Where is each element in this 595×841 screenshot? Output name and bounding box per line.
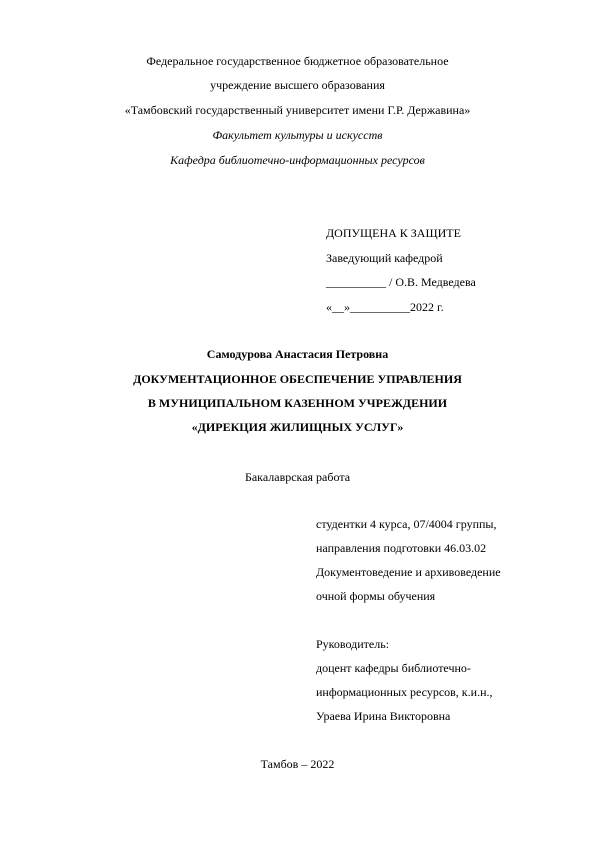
approval-role: Заведующий кафедрой [326, 251, 443, 265]
supervisor-line-2: информационных ресурсов, к.и.н., [316, 685, 493, 699]
student-line-3: Документоведение и архивоведение [316, 565, 501, 579]
faculty-line: Факультет культуры и искусств [212, 128, 383, 142]
approval-date: «__»__________2022 г. [326, 300, 444, 314]
student-line-2: направления подготовки 46.03.02 [316, 541, 487, 555]
student-line-1: студентки 4 курса, 07/4004 группы, [316, 517, 497, 531]
approval-signature: __________ / О.В. Медведева [326, 275, 476, 289]
work-title-line-2: В МУНИЦИПАЛЬНОМ КАЗЕННОМ УЧРЕЖДЕНИИ [147, 396, 448, 410]
supervisor-label: Руководитель: [316, 637, 390, 651]
city-year: Тамбов – 2022 [260, 757, 335, 771]
org-line-1: Федеральное государственное бюджетное образовательное [146, 54, 449, 68]
org-line-2: учреждение высшего образования [210, 78, 385, 92]
approval-title: ДОПУЩЕНА К ЗАЩИТЕ [326, 226, 461, 240]
org-line-3: «Тамбовский государственный университет имени Г.Р. Державина» [124, 103, 471, 117]
work-title-line-3: «ДИРЕКЦИЯ ЖИЛИЩНЫХ УСЛУГ» [191, 420, 404, 434]
student-line-4: очной формы обучения [316, 589, 436, 603]
work-type: Бакалаврская работа [244, 470, 351, 484]
supervisor-line-1: доцент кафедры библиотечно- [316, 661, 471, 675]
work-title-line-1: ДОКУМЕНТАЦИОННОЕ ОБЕСПЕЧЕНИЕ УПРАВЛЕНИЯ [133, 372, 462, 386]
department-line: Кафедра библиотечно-информационных ресурсов [170, 153, 425, 167]
author-name: Самодурова Анастасия Петровна [206, 347, 389, 361]
supervisor-name: Ураева Ирина Викторовна [316, 709, 451, 723]
